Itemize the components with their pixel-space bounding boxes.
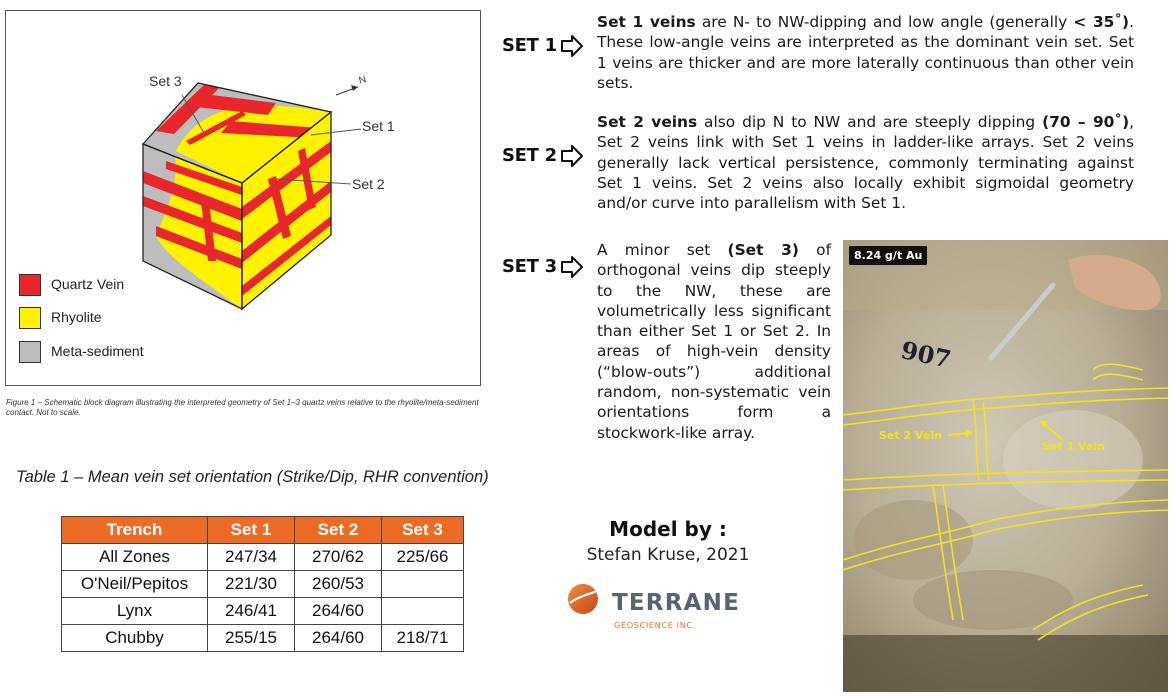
right-arrow-icon (560, 34, 584, 58)
table-header-row (62, 517, 464, 544)
set2-text-a: also dip N to NW and are steeply dipping (697, 113, 1043, 131)
table-cell: 247/34 (208, 544, 295, 571)
legend-swatch-meta-sediment (19, 341, 41, 363)
model-by-heading: Model by : (609, 517, 727, 541)
table-cell: 270/62 (295, 544, 382, 571)
set2-lead: Set 2 veins (597, 113, 698, 131)
set3-tag: SET 3 (502, 256, 557, 277)
table-cell: Lynx (62, 598, 208, 625)
terrane-logo-icon (567, 583, 599, 615)
photo-label-set1: Set 1 Vein (1042, 440, 1105, 453)
set1-tag: SET 1 (502, 35, 557, 56)
table-cell: O'Neil/Pepitos (62, 571, 208, 598)
set1-text-a: are N- to NW-dipping and low angle (generally (695, 13, 1074, 31)
table-cell: All Zones (62, 544, 208, 571)
legend-label-meta-sediment: Meta-sediment (51, 343, 144, 359)
set1-lead: Set 1 veins (597, 13, 696, 31)
block-diagram-figure (5, 10, 481, 386)
photo-label-set2: Set 2 Vein (879, 429, 942, 442)
header-set2: Set 2 (295, 517, 382, 544)
grade-badge: 8.24 g/t Au (849, 246, 927, 265)
table-cell: 264/60 (295, 598, 382, 625)
legend-swatch-quartz-vein (19, 274, 41, 296)
set3-description (597, 240, 831, 443)
set3-text-b: of orthogonal veins dip steeply to the NW, these are volumetrically less significant than either Set 1 or Set 2. In areas of high-vein density (“blow-outs”) additional random, non-systematic vein orientations form a stockwork-like array. (597, 241, 831, 442)
table-cell: 246/41 (208, 598, 295, 625)
outcrop-photo-image (843, 240, 1168, 692)
table-cell: 255/15 (208, 625, 295, 652)
header-trench: Trench (62, 517, 208, 544)
legend-label-rhyolite: Rhyolite (51, 309, 102, 325)
header-set1: Set 1 (208, 517, 295, 544)
legend-label-quartz-vein: Quartz Vein (51, 276, 125, 292)
set3-bold: (Set 3) (727, 241, 799, 259)
label-set2: Set 2 (352, 176, 385, 192)
label-set1: Set 1 (362, 118, 395, 134)
set3-text-a: A minor set (597, 241, 728, 259)
table-row (62, 598, 464, 625)
outcrop-photo (843, 240, 1168, 692)
set1-description (597, 12, 1134, 93)
header-set3: Set 3 (382, 517, 464, 544)
table-row (62, 625, 464, 652)
right-arrow-icon (560, 255, 584, 279)
table-cell: 260/53 (295, 571, 382, 598)
set2-angle: (70 – 90˚) (1042, 113, 1130, 131)
table-cell (382, 598, 464, 625)
north-label: N (357, 74, 368, 87)
table-cell: 221/30 (208, 571, 295, 598)
set2-tag: SET 2 (502, 145, 557, 166)
table-caption: Table 1 – Mean vein set orientation (Strike/Dip, RHR convention) (16, 468, 489, 486)
table-cell: 264/60 (295, 625, 382, 652)
logo-wordmark: TERRANE (612, 590, 740, 616)
vein-orientation-table (61, 516, 464, 652)
legend-swatch-rhyolite (19, 307, 41, 329)
table-row (62, 544, 464, 571)
table-cell (382, 571, 464, 598)
set1-text-b: . These low-angle veins are interpreted as the dominant vein set. Set 1 veins are thicker and are more laterally continuous than other vein sets. (597, 13, 1134, 92)
table-row (62, 571, 464, 598)
label-set3: Set 3 (149, 73, 182, 89)
table-cell: 218/71 (382, 625, 464, 652)
figure-caption: Figure 1 – Schematic block diagram illustrating the interpreted geometry of Set 1–3 quartz veins relative to the rhyolite/meta-sediment contact. Not to scale. (6, 398, 479, 417)
set2-description (597, 112, 1134, 213)
right-arrow-icon (560, 144, 584, 168)
block-diagram-svg (6, 11, 480, 385)
set2-text-b: , Set 2 veins link with Set 1 veins in ladder-like arrays. Set 2 veins generally lack vertical persistence, commonly terminating against Set 1 veins. Set 2 veins also locally exhibit sigmoidal geometry and/or curve into parallelism with Set 1. (597, 113, 1135, 213)
table-cell: Chubby (62, 625, 208, 652)
set1-angle: < 35˚) (1073, 13, 1130, 31)
sample-number: 907 (898, 335, 954, 374)
table-cell: 225/66 (382, 544, 464, 571)
author-credit: Stefan Kruse, 2021 (586, 545, 750, 565)
logo-subtitle: GEOSCIENCE INC. (614, 620, 696, 630)
